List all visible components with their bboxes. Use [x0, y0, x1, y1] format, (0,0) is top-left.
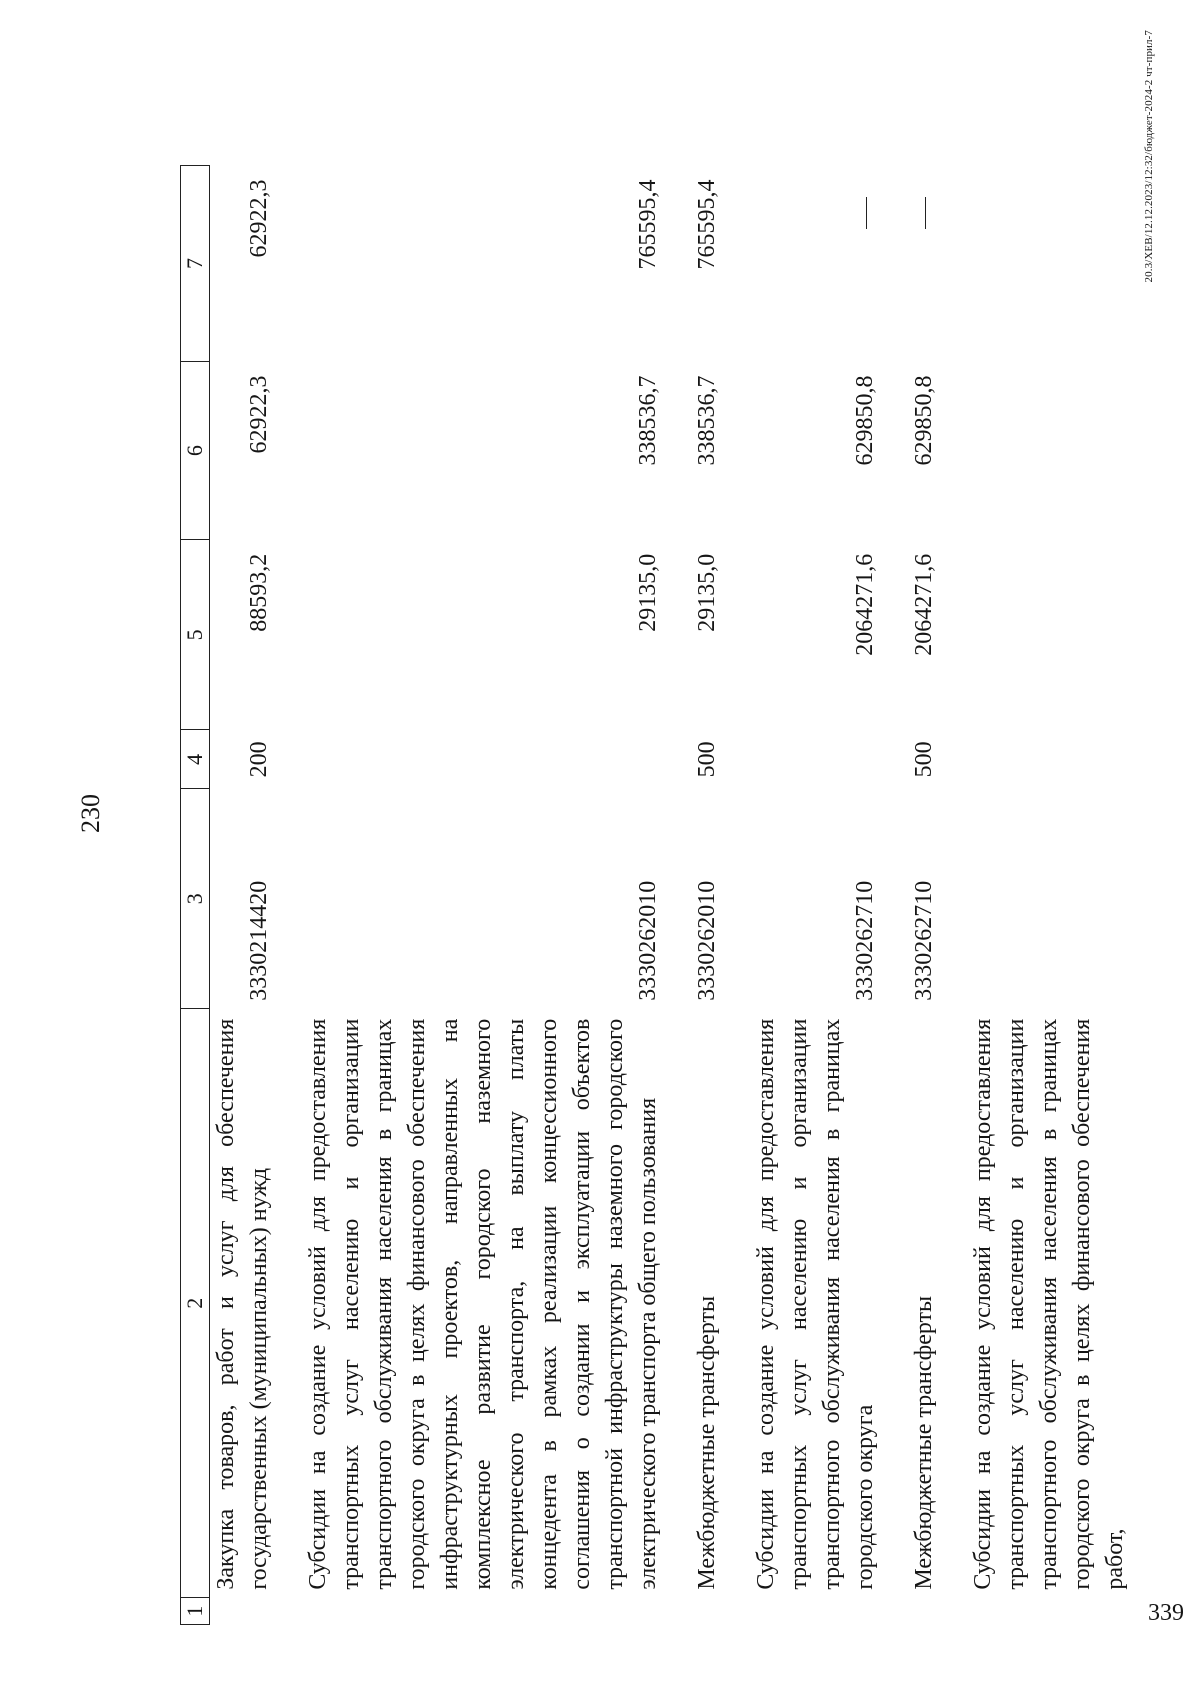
row-value-5 [967, 540, 1132, 730]
row-code: 3330262010 [694, 880, 720, 1001]
table-row [302, 166, 665, 1625]
row-value-5: 29135,0 [694, 553, 720, 632]
row-value-5: 2064271,6 [852, 553, 878, 656]
row-value-5: 29135,0 [635, 553, 661, 632]
row-type: 500 [694, 741, 720, 778]
row-value-5: 88593,2 [246, 553, 272, 632]
dash-mark [925, 198, 926, 230]
row-value-7: 765595,4 [635, 179, 661, 270]
row-description: Межбюджетные трансферты [694, 1295, 720, 1590]
row-description: Субсидии на создание условий для предоставления транспортных услуг населению и организации транспортного обслуживания населения в границах городского округа [753, 1018, 878, 1590]
budget-table [180, 165, 1132, 1625]
row-code: 3330262710 [852, 880, 878, 1001]
row-value-7 [750, 166, 882, 362]
row-code [967, 789, 1132, 1009]
row-type [967, 730, 1132, 789]
row-type [750, 730, 882, 789]
table-header-row [181, 166, 210, 1625]
header-col-6: 6 [181, 362, 210, 540]
table-row [210, 166, 277, 1625]
header-col-7: 7 [181, 166, 210, 362]
header-col-2: 2 [181, 1009, 210, 1598]
header-col-1: 1 [181, 1598, 210, 1625]
row-value-6: 629850,8 [852, 375, 878, 466]
row-code: 3330262710 [911, 880, 937, 1001]
row-value-6 [967, 362, 1132, 540]
header-col-5: 5 [181, 540, 210, 730]
row-value-6: 629850,8 [911, 375, 937, 466]
row-type: 500 [911, 741, 937, 778]
table-row [908, 166, 941, 1625]
row-type: 200 [246, 741, 272, 778]
row-code: 3330214420 [246, 880, 272, 1001]
row-value-6: 62922,3 [246, 375, 272, 454]
row-value-7 [967, 166, 1132, 362]
row-description: Субсидии на создание условий для предоставления транспортных услуг населению и организации транспортного обслуживания населения в границах городского округа в целях финансового обеспечения работ, [970, 1018, 1128, 1590]
header-col-3: 3 [181, 789, 210, 1009]
row-description: Межбюджетные трансферты [911, 1295, 937, 1590]
table-row [967, 166, 1132, 1625]
row-type [302, 730, 665, 789]
table-row [691, 166, 724, 1625]
row-value-7: 62922,3 [246, 179, 272, 258]
header-col-4: 4 [181, 730, 210, 789]
row-value-6: 338536,7 [635, 375, 661, 466]
footer-code: 20.3/XEB/12.12.2023/12:32/бюджет-2024-2 чт-прил-7 [1143, 30, 1155, 283]
page-number: 230 [76, 794, 105, 833]
row-value-6: 338536,7 [694, 375, 720, 466]
row-code: 3330262010 [635, 880, 661, 1001]
row-value-7: 765595,4 [694, 179, 720, 270]
row-description: Закупка товаров, работ и услуг для обеспечения государственных (муниципальных) нужд [213, 1018, 272, 1590]
row-description: Субсидии на создание условий для предоставления транспортных услуг населению и организации транспортного обслуживания населения в границах городского округа в целях финансового обеспечения инфраструктурных проектов, направленных на комплексное развитие городского наземного электрического транспорта, на выплату платы концедента в рамках реализации концессионного соглашения о создании и эксплуатации объектов транспортной инфраструктуры наземного городского электрического транспорта общего пользования [305, 1018, 661, 1590]
table-row [750, 166, 882, 1625]
dash-mark [866, 198, 867, 230]
row-value-7 [908, 166, 941, 362]
sheet-number: 339 [1148, 1600, 1184, 1626]
row-value-5: 2064271,6 [911, 553, 937, 656]
